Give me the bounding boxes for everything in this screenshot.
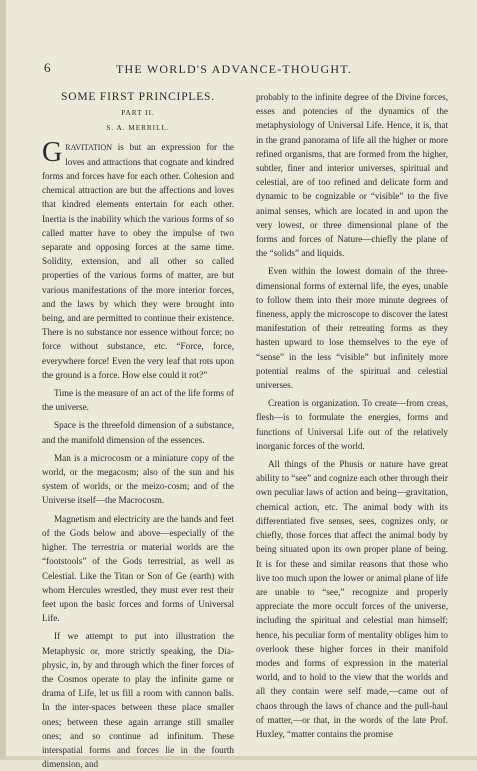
paragraph: probably to the infinite degree of the Divine forces, esses and potencies of the dynamics of the metaphysiology of Universal Life. Hence, it is, that in the grand panorama of life all the higher or more refined organisms, that are formed from the higher, subtler, finer and interior universes, spiritual and celestial, are of too refined and delicate form and dynamic to be cognizable or “visible” to the five animal senses, which are located in and upon the very lowest, or three dimensional plane of the forms and forces of Nature—chiefly the plane of the “solids” and liquids. bbox=[256, 92, 448, 259]
article-part: PART II. bbox=[121, 109, 155, 118]
paragraph: Time is the measure of an act of the life forms of the universe. bbox=[42, 388, 234, 413]
right-column bbox=[256, 90, 448, 741]
page-header bbox=[6, 60, 477, 80]
lead-text: is but an expression for the loves and attractions that cognate and kindred forms and forces have for each other. Cohesion and chemical attraction are but the affections and loves that kindred elements entertain for each other. Inertia is the inability which the various forms of so called matter have to obey the impulse of two separate and opposing forces at the same time. Solidity, extension, and all other so called properties of the various forms of matter, are but various manifestations of the more interior forces, and the laws by which they were brought into being, and are permitted to continue their existence. There is no substance nor essence without force; no force without substance, etc. “Force, force, everywhere force! Even the very leaf that rots upon the ground is a force. How else could it rot?” bbox=[42, 141, 234, 380]
page-number: 6 bbox=[44, 60, 51, 75]
drop-cap: G bbox=[42, 136, 63, 168]
lead-paragraph bbox=[42, 136, 234, 382]
paragraph: Man is a microcosm or a miniature copy of the world, or the megacosm; also of the sun and his system of worlds, or the meizo-cosm; and of the Universe itself—the Macrocosm. bbox=[42, 452, 234, 506]
paragraph: Magnetism and electricity are the hands and feet of the Gods below and above—especially of the higher. The terrestria or material worlds are the “footstools” of the Gods terrestrial, as well as Celestial. Like the Titan or Son of Ge (earth) with whom Hercules wrestled, they must ever rest their feet upon the basic forces and forms of Universal Life. bbox=[42, 513, 234, 624]
paragraph: Space is the threefold dimension of a substance, and the manifold dimension of the essences. bbox=[42, 420, 234, 445]
running-title: THE WORLD'S ADVANCE-THOUGHT. bbox=[116, 62, 353, 76]
lead-smallcaps: RAVITATION bbox=[65, 142, 112, 152]
paragraph: Even within the lowest domain of the three-dimensional forms of external life, the eyes, unable to follow them into their more minute degrees of fineness, apply the microscope to discover the latest manifestation of their retreating forms as they hasten upward to lose themselves to the eye of “sense” in the less “visible” but infinitely more potential realms of the spiritual and celestial universes. bbox=[256, 266, 448, 391]
article-title: SOME FIRST PRINCIPLES. bbox=[61, 91, 215, 103]
paragraph: Creation is organization. To create—from creas, flesh—is to formulate the energies, forms and functions of Universal Life out of the relatively inorganic forces of the world. bbox=[256, 398, 448, 451]
article-author: S. A. MERRILL. bbox=[106, 124, 170, 133]
paragraph: All things of the Phusis or nature have great ability to “see” and cognize each other through their own peculiar laws of action and being—gravitation, chemical action, etc. The animal body with its differentiated five senses, sees, cognizes only, or chiefly, those forces that affect the animal body by being situated upon its own proper plane of being. It is for these and similar reasons that those who live too much upon the lower or animal plane of life are unable to “see,” recognize and properly appreciate the more occult forces of the universe, including the spiritual and celestial man himself; hence, his peculiar form of mentality obliges him to overlook these higher forces in their manifold modes and forms of expression in the material world, and to hold to the view that the worlds and all they contain were self made,—came out of chaos through the laws of chance and the pull-haul of matter,—or that, in the words of the late Prof. Huxley, “matter contains the promise bbox=[256, 459, 448, 739]
paragraph: If we attempt to put into illustration the Metaphysic or, more strictly speaking, the Dia-physic, in, by and through which the finer forces of the Cosmos operate to play the infinite game or drama of Life, let us fill a room with cannon balls. In the inter-spaces between these place smaller ones; between these again arrange still smaller ones; and so continue ad infinitum. These interspatial forms and forces lie in the fourth dimension, and bbox=[42, 631, 234, 770]
left-column bbox=[42, 90, 234, 771]
